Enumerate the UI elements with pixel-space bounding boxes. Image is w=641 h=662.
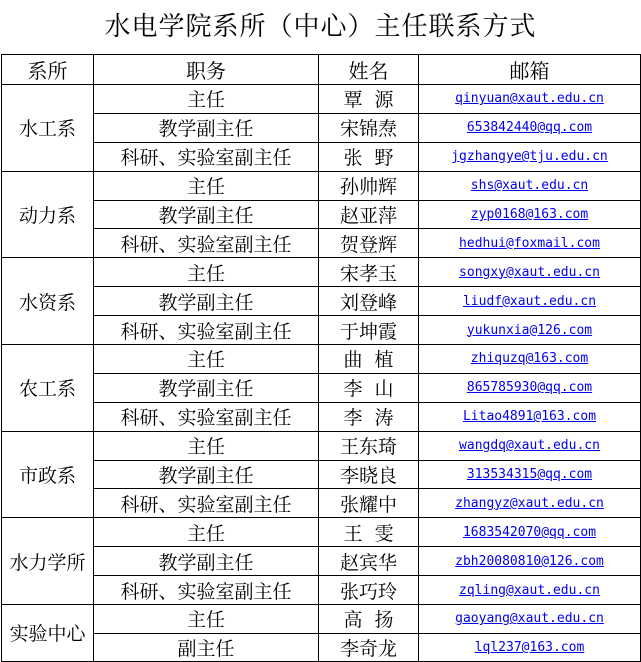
name-cell: 张 野 (319, 142, 419, 171)
name-cell: 宋孝玉 (319, 258, 419, 287)
name-cell: 李 涛 (319, 402, 419, 431)
name-cell: 高 扬 (319, 605, 419, 634)
email-cell (419, 113, 641, 142)
name-cell: 贺登辉 (319, 229, 419, 258)
email-link[interactable]: zhiquzq@163.com (470, 351, 589, 367)
role-cell: 主任 (94, 518, 319, 547)
role-cell: 科研、实验室副主任 (94, 316, 319, 345)
table-row (2, 633, 641, 661)
table-row (2, 316, 641, 345)
table-row (2, 460, 641, 489)
role-cell: 主任 (94, 605, 319, 634)
dept-cell: 水力学所 (2, 518, 94, 605)
table-row (2, 373, 641, 402)
email-link[interactable]: jgzhangye@tju.edu.cn (451, 149, 608, 165)
table-row (2, 113, 641, 142)
table-row (2, 431, 641, 460)
name-cell: 王东琦 (319, 431, 419, 460)
role-cell: 科研、实验室副主任 (94, 229, 319, 258)
email-cell (419, 345, 641, 374)
email-link[interactable]: 1683542070@qq.com (462, 524, 597, 540)
email-link[interactable]: Litao4891@163.com (462, 409, 597, 425)
email-cell (419, 229, 641, 258)
email-link[interactable]: yukunxia@126.com (466, 322, 593, 338)
role-cell: 教学副主任 (94, 460, 319, 489)
dept-cell: 农工系 (2, 345, 94, 432)
email-link[interactable]: 653842440@qq.com (466, 120, 593, 136)
email-cell (419, 171, 641, 200)
role-cell: 主任 (94, 345, 319, 374)
email-link[interactable]: 313534315@qq.com (466, 467, 593, 483)
email-link[interactable]: zbh20080810@126.com (455, 553, 604, 569)
role-cell: 教学副主任 (94, 113, 319, 142)
table-row (2, 171, 641, 200)
email-link[interactable]: liudf@xaut.edu.cn (462, 293, 597, 309)
role-cell: 教学副主任 (94, 547, 319, 576)
table-row (2, 85, 641, 114)
email-cell (419, 373, 641, 402)
name-cell: 覃 源 (319, 85, 419, 114)
header-role: 职务 (94, 55, 319, 85)
role-cell: 副主任 (94, 633, 319, 661)
header-name: 姓名 (319, 55, 419, 85)
name-cell: 赵亚萍 (319, 200, 419, 229)
email-cell (419, 200, 641, 229)
role-cell: 主任 (94, 171, 319, 200)
table-row (2, 345, 641, 374)
email-cell (419, 316, 641, 345)
email-cell (419, 489, 641, 518)
role-cell: 主任 (94, 431, 319, 460)
table-row (2, 258, 641, 287)
role-cell: 教学副主任 (94, 287, 319, 316)
email-cell (419, 402, 641, 431)
table-row (2, 489, 641, 518)
email-link[interactable]: shs@xaut.edu.cn (470, 178, 589, 194)
dept-cell: 水资系 (2, 258, 94, 345)
email-cell (419, 518, 641, 547)
email-link[interactable]: wangdq@xaut.edu.cn (459, 438, 600, 454)
dept-cell: 实验中心 (2, 605, 94, 662)
role-cell: 科研、实验室副主任 (94, 576, 319, 605)
table-row (2, 518, 641, 547)
role-cell: 科研、实验室副主任 (94, 489, 319, 518)
role-cell: 教学副主任 (94, 200, 319, 229)
email-cell (419, 287, 641, 316)
email-cell (419, 605, 641, 634)
email-link[interactable]: 865785930@qq.com (466, 380, 593, 396)
name-cell: 张巧玲 (319, 576, 419, 605)
email-link[interactable]: qinyuan@xaut.edu.cn (455, 91, 604, 107)
email-link[interactable]: songxy@xaut.edu.cn (459, 264, 600, 280)
email-cell (419, 547, 641, 576)
contact-table (1, 54, 641, 662)
table-row (2, 287, 641, 316)
email-link[interactable]: gaoyang@xaut.edu.cn (455, 611, 604, 627)
name-cell: 李奇龙 (319, 633, 419, 661)
header-dept: 系所 (2, 55, 94, 85)
role-cell: 主任 (94, 258, 319, 287)
role-cell: 科研、实验室副主任 (94, 142, 319, 171)
header-email: 邮箱 (419, 55, 641, 85)
email-cell (419, 258, 641, 287)
name-cell: 李 山 (319, 373, 419, 402)
role-cell: 主任 (94, 85, 319, 114)
name-cell: 于坤霞 (319, 316, 419, 345)
name-cell: 王 雯 (319, 518, 419, 547)
table-header-row (2, 55, 641, 85)
table-row (2, 200, 641, 229)
dept-cell: 水工系 (2, 85, 94, 172)
table-body (2, 85, 641, 662)
email-link[interactable]: zyp0168@163.com (470, 207, 589, 222)
table-row (2, 229, 641, 258)
email-link[interactable]: zqling@xaut.edu.cn (459, 582, 600, 598)
email-link[interactable]: zhangyz@xaut.edu.cn (455, 495, 604, 511)
table-row (2, 605, 641, 634)
table-row (2, 547, 641, 576)
table-row (2, 142, 641, 171)
name-cell: 张耀中 (319, 489, 419, 518)
dept-cell: 动力系 (2, 171, 94, 258)
name-cell: 赵宾华 (319, 547, 419, 576)
name-cell: 李晓良 (319, 460, 419, 489)
table-row (2, 402, 641, 431)
email-cell (419, 85, 641, 114)
email-cell (419, 576, 641, 605)
name-cell: 曲 植 (319, 345, 419, 374)
name-cell: 宋锦焘 (319, 113, 419, 142)
role-cell: 教学副主任 (94, 373, 319, 402)
table-row (2, 576, 641, 605)
page-title: 水电学院系所（中心）主任联系方式 (104, 12, 537, 42)
email-cell (419, 431, 641, 460)
email-cell (419, 142, 641, 171)
email-cell (419, 633, 641, 661)
name-cell: 孙帅辉 (319, 171, 419, 200)
dept-cell: 市政系 (2, 431, 94, 518)
email-link[interactable]: lql237@163.com (474, 639, 585, 655)
role-cell: 科研、实验室副主任 (94, 402, 319, 431)
name-cell: 刘登峰 (319, 287, 419, 316)
email-cell (419, 460, 641, 489)
email-link[interactable]: hedhui@foxmail.com (459, 235, 600, 251)
